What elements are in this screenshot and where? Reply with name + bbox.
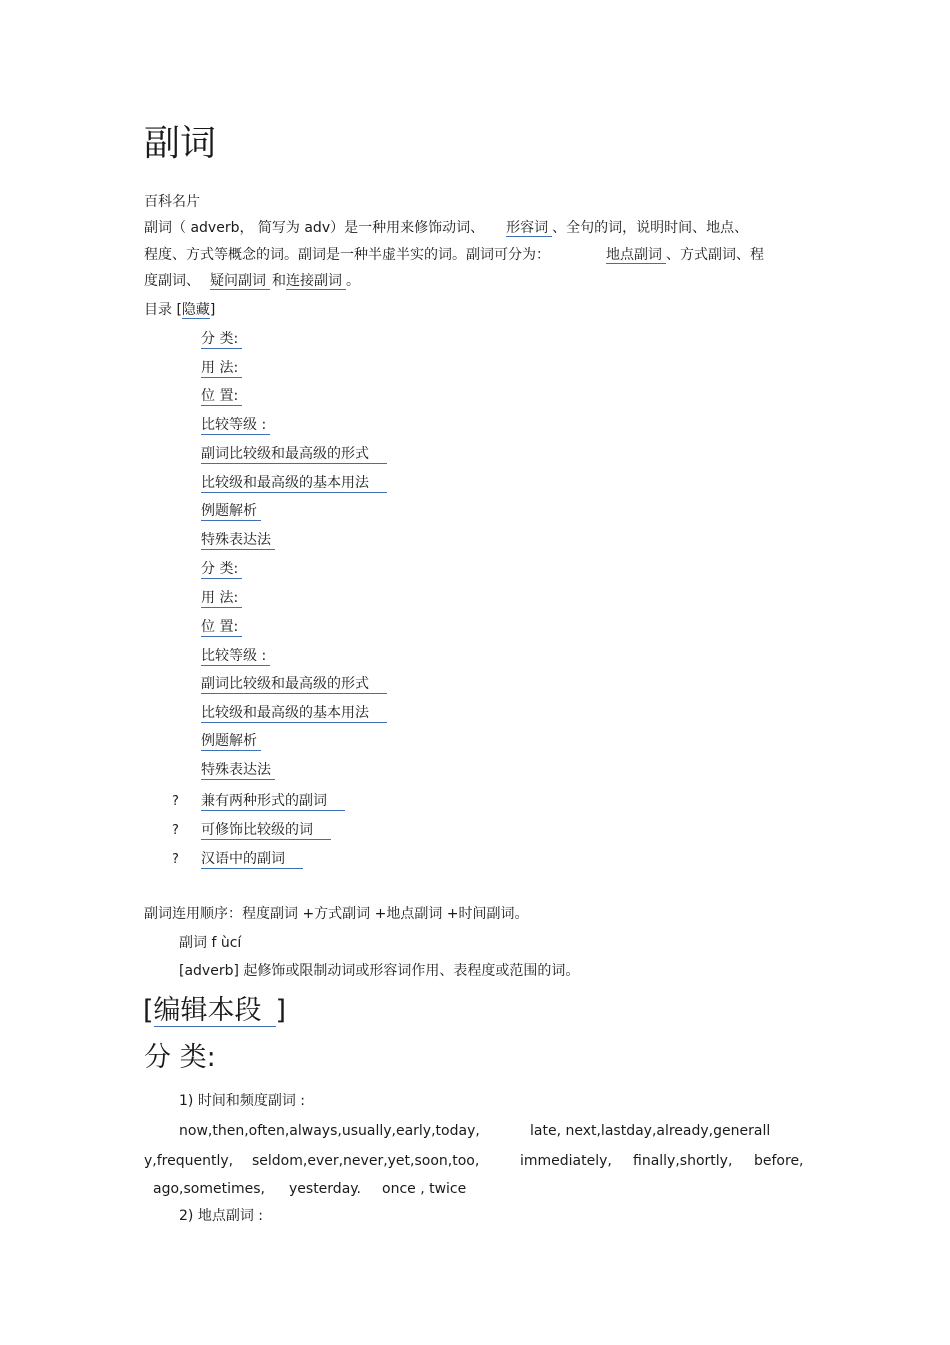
toc-item-position[interactable]: 位 置: xyxy=(201,387,242,406)
toc-item-usage[interactable]: 用 法: xyxy=(201,359,242,378)
intro-text: 。 xyxy=(346,273,360,289)
intro-line-2 xyxy=(144,246,764,264)
toc-header xyxy=(144,301,215,319)
toc-item-dual-form[interactable]: 兼有两种形式的副词 xyxy=(201,792,345,811)
toc-item-chinese-adverb[interactable]: 汉语中的副词 xyxy=(201,850,303,869)
toc-item-classification[interactable]: 分 类: xyxy=(201,560,242,579)
link-adjective[interactable]: 形容词 xyxy=(506,220,552,237)
word-list: seldom,ever,never,yet,soon,too, xyxy=(252,1153,480,1169)
link-place-adverb[interactable]: 地点副词 xyxy=(606,247,666,264)
word-list: finally,shortly, xyxy=(633,1153,733,1169)
link-conjunctive-adverb[interactable]: 连接副词 xyxy=(286,273,346,290)
section-heading: 分 类: xyxy=(144,1042,216,1073)
word-list: once , twice xyxy=(382,1181,467,1197)
edit-bracket-close: ] xyxy=(275,995,287,1026)
toc-item-comparison[interactable]: 比较等级 : xyxy=(201,647,270,666)
list-item-2: 2) 地点副词 : xyxy=(179,1208,263,1224)
toc-item-classification[interactable]: 分 类: xyxy=(201,330,242,349)
toc-item-modify-comparative[interactable]: 可修饰比较级的词 xyxy=(201,821,331,840)
intro-text: 程度、方式等概念的词。副词是一种半虚半实的词。副词可分为： xyxy=(144,247,550,263)
toc-item-basic-usage[interactable]: 比较级和最高级的基本用法 xyxy=(201,474,387,493)
edit-section xyxy=(143,993,286,1029)
adverb-order-line: 副词连用顺序：程度副词 +方式副词 +地点副词 +时间副词。 xyxy=(144,906,529,922)
word-list: now,then,often,always,usually,early,today, xyxy=(179,1123,480,1139)
bullet-marker: ? xyxy=(172,823,179,838)
intro-line-1 xyxy=(144,219,748,237)
intro-text: 副词（ adverb， 简写为 adv）是一种用来修饰动词、 xyxy=(144,220,485,236)
intro-text: 度副词、 xyxy=(144,273,200,289)
bullet-marker: ? xyxy=(172,794,179,809)
word-list: yesterday. xyxy=(289,1181,362,1197)
card-label: 百科名片 xyxy=(144,194,200,210)
word-list: late, next,lastday,already,generall xyxy=(530,1123,771,1139)
intro-line-3 xyxy=(144,272,360,290)
word-list: y,frequently, xyxy=(144,1153,234,1169)
toc-item-special[interactable]: 特殊表达法 xyxy=(201,531,275,550)
toc-item-comparison[interactable]: 比较等级 : xyxy=(201,416,270,435)
definition-line: [adverb] 起修饰或限制动词或形容词作用、表程度或范围的词。 xyxy=(179,963,580,979)
toc-item-special[interactable]: 特殊表达法 xyxy=(201,761,275,780)
toc-item-forms[interactable]: 副词比较级和最高级的形式 xyxy=(201,675,387,694)
link-interrogative-adverb[interactable]: 疑问副词 xyxy=(210,273,270,290)
toc-item-forms[interactable]: 副词比较级和最高级的形式 xyxy=(201,445,387,464)
pinyin-line: 副词 f ùcí xyxy=(179,935,242,951)
toc-label: 目录 [ xyxy=(144,302,182,318)
word-list: before, xyxy=(754,1153,804,1169)
edit-bracket-open: [ xyxy=(143,995,154,1026)
list-item-1: 1) 时间和频度副词 : xyxy=(179,1093,305,1109)
toc-item-position[interactable]: 位 置: xyxy=(201,618,242,637)
intro-text: 、方式副词、程 xyxy=(666,247,764,263)
word-list: immediately, xyxy=(520,1153,612,1169)
toc-item-examples[interactable]: 例题解析 xyxy=(201,502,261,521)
intro-text: 、全句的词，说明时间、地点、 xyxy=(552,220,749,236)
bullet-marker: ? xyxy=(172,852,179,867)
toc-close-bracket: ] xyxy=(209,302,216,318)
toc-item-examples[interactable]: 例题解析 xyxy=(201,732,261,751)
word-list: ago,sometimes, xyxy=(153,1181,265,1197)
edit-section-link[interactable]: 编辑本段 xyxy=(154,995,276,1027)
toc-hide-link[interactable]: 隐藏 xyxy=(181,302,210,318)
toc-item-basic-usage[interactable]: 比较级和最高级的基本用法 xyxy=(201,704,387,723)
page-title: 副词 xyxy=(144,123,217,164)
intro-text: 和 xyxy=(272,273,286,289)
toc-item-usage[interactable]: 用 法: xyxy=(201,589,242,608)
